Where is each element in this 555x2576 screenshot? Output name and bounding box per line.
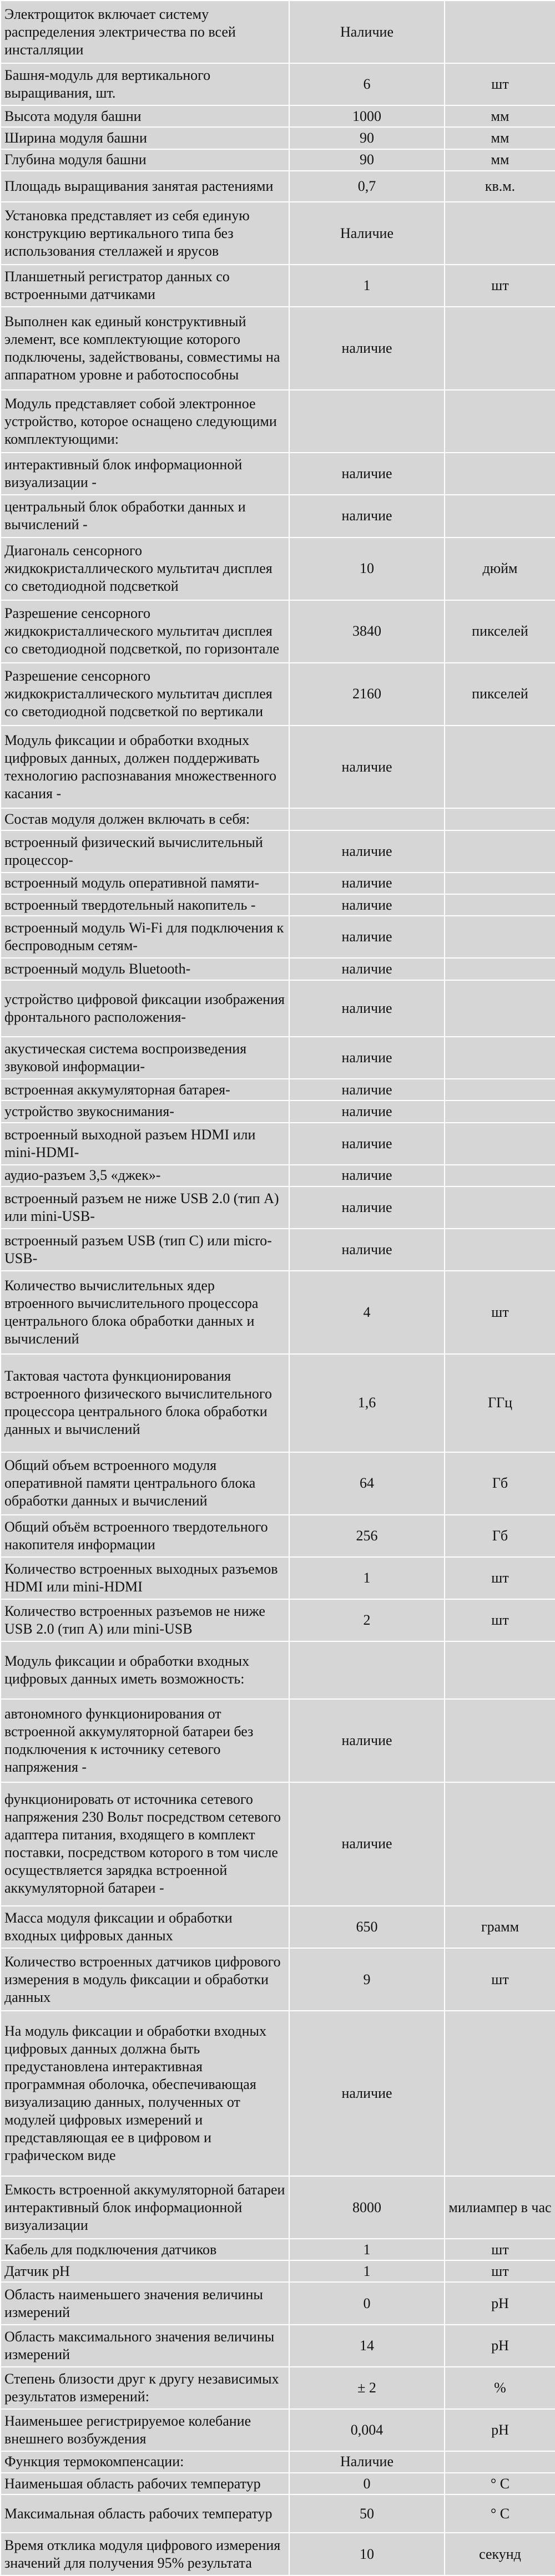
spec-table-body [1, 1, 555, 2575]
parameter-name-cell: Общий объём встроенного твердотельного накопителя информации [1, 1515, 289, 1557]
table-row [1, 2533, 555, 2575]
parameter-unit-cell: ° С [445, 2473, 555, 2494]
parameter-unit-cell [445, 830, 555, 873]
table-row [1, 916, 555, 958]
table-row [1, 2451, 555, 2473]
table-row [1, 1101, 555, 1122]
parameter-value-cell: 0,7 [289, 171, 445, 202]
parameter-value-cell: наличие [289, 980, 445, 1037]
parameter-name-cell: встроенный модуль Wi-Fi для подключения к беспроводным сетям- [1, 916, 289, 958]
table-row [1, 1, 555, 63]
parameter-value-cell: 3840 [289, 600, 445, 663]
parameter-unit-cell: ° С [445, 2494, 555, 2533]
parameter-name-cell: Глубина модуля башни [1, 149, 289, 171]
parameter-unit-cell: шт [445, 1599, 555, 1641]
parameter-name-cell: Количество встроенных разъемов не ниже USB 2.0 (тип A) или mini-USB [1, 1599, 289, 1641]
parameter-value-cell: 8000 [289, 2176, 445, 2239]
parameter-name-cell: Количество вычислительных ядер втроенного вычислительного процессора центрального блока обработки данных и вычислений [1, 1271, 289, 1354]
parameter-value-cell: 64 [289, 1452, 445, 1515]
parameter-value-cell [289, 808, 445, 830]
parameter-unit-cell [445, 1186, 555, 1229]
parameter-unit-cell [445, 808, 555, 830]
parameter-name-cell: встроенная аккумуляторная батарея- [1, 1079, 289, 1101]
parameter-name-cell: Время отклика модуля цифрового измерения значений для получения 95% результата [1, 2533, 289, 2575]
parameter-unit-cell: шт [445, 2239, 555, 2260]
parameter-name-cell: Общий объем встроенного модуля оперативной памяти центрального блока обработки данных и вычислений [1, 1452, 289, 1515]
parameter-unit-cell [445, 1699, 555, 1782]
parameter-name-cell: Кабель для подключения датчиков [1, 2239, 289, 2260]
table-row [1, 1699, 555, 1782]
parameter-name-cell: встроенный модуль оперативной памяти- [1, 873, 289, 894]
parameter-name-cell: Ширина модуля башни [1, 127, 289, 149]
parameter-value-cell: наличие [289, 1165, 445, 1186]
parameter-name-cell: Модуль фиксации и обработки входных цифровых данных, должен поддерживать технологию распознавания множественного касания - [1, 726, 289, 809]
parameter-value-cell: 0 [289, 2473, 445, 2494]
parameter-name-cell: Область максимального значения величины измерений [1, 2325, 289, 2367]
parameter-value-cell: 1 [289, 265, 445, 307]
parameter-unit-cell [445, 1079, 555, 1101]
table-row [1, 202, 555, 265]
table-row [1, 1782, 555, 1906]
parameter-value-cell: наличие [289, 1229, 445, 1271]
parameter-unit-cell [445, 307, 555, 390]
table-row [1, 663, 555, 726]
table-row [1, 2325, 555, 2367]
table-row [1, 1186, 555, 1229]
table-row [1, 63, 555, 105]
table-row [1, 105, 555, 127]
parameter-unit-cell: шт [445, 1948, 555, 2011]
parameter-unit-cell [445, 1037, 555, 1079]
parameter-unit-cell [445, 958, 555, 980]
parameter-unit-cell: pH [445, 2282, 555, 2324]
parameter-value-cell: наличие [289, 1186, 445, 1229]
table-row [1, 149, 555, 171]
parameter-value-cell: наличие [289, 1699, 445, 1782]
parameter-unit-cell: pH [445, 2325, 555, 2367]
parameter-name-cell: Тактовая частота функционирования встроенного физического вычислительного процессора центрального блока обработки данных и вычислений [1, 1354, 289, 1452]
parameter-name-cell: акустическая система воспроизведения звуковой информации- [1, 1037, 289, 1079]
parameter-name-cell: Емкость встроенной аккумуляторной батареи интерактивный блок информационной визуализации [1, 2176, 289, 2239]
parameter-unit-cell: % [445, 2367, 555, 2409]
parameter-unit-cell [445, 1101, 555, 1122]
parameter-name-cell: встроенный модуль Bluetooth- [1, 958, 289, 980]
parameter-value-cell: 90 [289, 149, 445, 171]
parameter-unit-cell [445, 1782, 555, 1906]
table-row [1, 265, 555, 307]
parameter-value-cell: 14 [289, 2325, 445, 2367]
parameter-name-cell: Разрешение сенсорного жидкокристаллического мультитач дисплея со светодиодной подсветкой по вертикали [1, 663, 289, 726]
table-row [1, 1906, 555, 1948]
table-row [1, 2282, 555, 2324]
parameter-value-cell: 90 [289, 127, 445, 149]
parameter-unit-cell: Гб [445, 1452, 555, 1515]
parameter-unit-cell: шт [445, 265, 555, 307]
parameter-unit-cell: мм [445, 105, 555, 127]
parameter-unit-cell: шт [445, 1557, 555, 1599]
parameter-value-cell: наличие [289, 307, 445, 390]
parameter-unit-cell: пикселей [445, 600, 555, 663]
parameter-value-cell: 10 [289, 537, 445, 600]
table-row [1, 1123, 555, 1165]
table-row [1, 2011, 555, 2176]
parameter-value-cell: наличие [289, 830, 445, 873]
parameter-value-cell: Наличие [289, 202, 445, 265]
parameter-unit-cell [445, 726, 555, 809]
parameter-value-cell: наличие [289, 2011, 445, 2176]
parameter-unit-cell [445, 916, 555, 958]
parameter-unit-cell: Гб [445, 1515, 555, 1557]
parameter-name-cell: интерактивный блок информационной визуализации - [1, 453, 289, 495]
table-row [1, 2494, 555, 2533]
parameter-unit-cell [445, 2451, 555, 2473]
parameter-value-cell: 10 [289, 2533, 445, 2575]
parameter-name-cell: встроенный выходной разъем HDMI или mini-HDMI- [1, 1123, 289, 1165]
parameter-value-cell: наличие [289, 495, 445, 537]
table-row [1, 390, 555, 453]
parameter-name-cell: Высота модуля башни [1, 105, 289, 127]
parameter-unit-cell: шт [445, 1271, 555, 1354]
parameter-value-cell: наличие [289, 1782, 445, 1906]
parameter-name-cell: встроенный твердотельный накопитель - [1, 894, 289, 916]
parameter-value-cell: 50 [289, 2494, 445, 2533]
parameter-value-cell: 2 [289, 1599, 445, 1641]
parameter-unit-cell: дюйм [445, 537, 555, 600]
table-row [1, 1452, 555, 1515]
parameter-value-cell: наличие [289, 726, 445, 809]
parameter-name-cell: встроенный разъем USB (тип C) или micro-USB- [1, 1229, 289, 1271]
parameter-name-cell: Башня-модуль для вертикального выращивания, шт. [1, 63, 289, 105]
table-row [1, 1641, 555, 1699]
parameter-name-cell: Площадь выращивания занятая растениями [1, 171, 289, 202]
parameter-unit-cell [445, 2011, 555, 2176]
parameter-value-cell: наличие [289, 1123, 445, 1165]
parameter-value-cell: 9 [289, 1948, 445, 2011]
parameter-unit-cell [445, 1123, 555, 1165]
parameter-value-cell: наличие [289, 1079, 445, 1101]
parameter-name-cell: Наименьшая область рабочих температур [1, 2473, 289, 2494]
parameter-unit-cell [445, 495, 555, 537]
table-row [1, 1229, 555, 1271]
parameter-value-cell [289, 1641, 445, 1699]
table-row [1, 958, 555, 980]
parameter-value-cell: Наличие [289, 1, 445, 63]
parameter-value-cell: наличие [289, 958, 445, 980]
table-row [1, 2367, 555, 2409]
table-row [1, 171, 555, 202]
parameter-unit-cell: кв.м. [445, 171, 555, 202]
table-row [1, 830, 555, 873]
parameter-name-cell: Количество встроенных датчиков цифрового измерения в модуль фиксации и обработки данных [1, 1948, 289, 2011]
parameter-unit-cell [445, 980, 555, 1037]
parameter-name-cell: автономного функционирования от встроенной аккумуляторной батареи без подключения к источнику сетевого напряжения - [1, 1699, 289, 1782]
parameter-value-cell: Наличие [289, 2451, 445, 2473]
parameter-name-cell: Установка представляет из себя единую конструкцию вертикального типа без использования стеллажей и ярусов [1, 202, 289, 265]
parameter-unit-cell: пикселей [445, 663, 555, 726]
parameter-unit-cell: мм [445, 149, 555, 171]
parameter-value-cell: наличие [289, 453, 445, 495]
table-row [1, 1165, 555, 1186]
table-row [1, 1557, 555, 1599]
parameter-unit-cell: pH [445, 2409, 555, 2451]
table-row [1, 2409, 555, 2451]
parameter-name-cell: Степень близости друг к другу независимых результатов измерений: [1, 2367, 289, 2409]
parameter-value-cell: 0,004 [289, 2409, 445, 2451]
parameter-name-cell: Планшетный регистратор данных со встроенными датчиками [1, 265, 289, 307]
table-row [1, 307, 555, 390]
parameter-value-cell: 1 [289, 2239, 445, 2260]
parameter-name-cell: Область наименьшего значения величины измерений [1, 2282, 289, 2324]
parameter-unit-cell: мм [445, 127, 555, 149]
parameter-value-cell: 4 [289, 1271, 445, 1354]
parameter-unit-cell: секунд [445, 2533, 555, 2575]
table-row [1, 2176, 555, 2239]
parameter-name-cell: аудио-разъем 3,5 «джек»- [1, 1165, 289, 1186]
table-row [1, 808, 555, 830]
parameter-value-cell: 256 [289, 1515, 445, 1557]
parameter-unit-cell: ГГц [445, 1354, 555, 1452]
parameter-unit-cell: шт [445, 63, 555, 105]
parameter-value-cell: 650 [289, 1906, 445, 1948]
parameter-name-cell: Датчик pH [1, 2260, 289, 2282]
parameter-value-cell: 0 [289, 2282, 445, 2324]
table-row [1, 1599, 555, 1641]
parameter-value-cell: наличие [289, 916, 445, 958]
table-row [1, 1079, 555, 1101]
parameter-name-cell: Функция термокомпенсации: [1, 2451, 289, 2473]
parameter-name-cell: устройство звукоснимания- [1, 1101, 289, 1122]
parameter-name-cell: На модуль фиксации и обработки входных цифровых данных должна быть предустановлена интерактивная программная оболочка, обеспечивающая визуализацию данных, полученных от модулей цифровых измерений и представляющая ее в цифровом и графическом виде [1, 2011, 289, 2176]
parameter-value-cell: 6 [289, 63, 445, 105]
parameter-name-cell: Выполнен как единый конструктивный элемент, все комплектующие которого подключены, задействованы, совместимы на аппаратном уровне и работоспособны [1, 307, 289, 390]
parameter-name-cell: Наименьшее регистрируемое колебание внешнего возбуждения [1, 2409, 289, 2451]
parameter-unit-cell [445, 1229, 555, 1271]
parameter-unit-cell [445, 1641, 555, 1699]
parameter-unit-cell [445, 873, 555, 894]
parameter-name-cell: Модуль представляет собой электронное устройство, которое оснащено следующими комплектующими: [1, 390, 289, 453]
table-row [1, 600, 555, 663]
table-row [1, 1515, 555, 1557]
parameter-name-cell: функционировать от источника сетевого напряжения 230 Вольт посредством сетевого адаптера питания, входящего в комплект поставки, посредством которого в том числе осуществляется зарядка встроенной аккумуляторной батареи - [1, 1782, 289, 1906]
parameter-name-cell: Максимальная область рабочих температур [1, 2494, 289, 2533]
table-row [1, 1354, 555, 1452]
parameter-unit-cell [445, 453, 555, 495]
parameter-name-cell: устройство цифровой фиксации изображения фронтального расположения- [1, 980, 289, 1037]
parameter-value-cell: 1,6 [289, 1354, 445, 1452]
parameter-name-cell: Разрешение сенсорного жидкокристаллического мультитач дисплея со светодиодной подсветкой, по горизонтале [1, 600, 289, 663]
parameter-unit-cell [445, 202, 555, 265]
parameter-unit-cell: шт [445, 2260, 555, 2282]
parameter-value-cell: 2160 [289, 663, 445, 726]
parameter-name-cell: Диагональ сенсорного жидкокристаллического мультитач дисплея со светодиодной подсветкой [1, 537, 289, 600]
table-row [1, 495, 555, 537]
parameter-name-cell: центральный блок обработки данных и вычислений - [1, 495, 289, 537]
parameter-unit-cell [445, 1, 555, 63]
parameter-unit-cell: милиампер в час [445, 2176, 555, 2239]
parameter-value-cell: наличие [289, 873, 445, 894]
parameter-name-cell: встроенный разъем не ниже USB 2.0 (тип A) или mini-USB- [1, 1186, 289, 1229]
table-row [1, 726, 555, 809]
table-row [1, 1271, 555, 1354]
parameter-unit-cell [445, 390, 555, 453]
parameter-value-cell: ± 2 [289, 2367, 445, 2409]
table-row [1, 453, 555, 495]
table-row [1, 873, 555, 894]
table-row [1, 127, 555, 149]
table-row [1, 2473, 555, 2494]
table-row [1, 894, 555, 916]
table-row [1, 2239, 555, 2260]
parameter-name-cell: Масса модуля фиксации и обработки входных цифровых данных [1, 1906, 289, 1948]
parameter-unit-cell [445, 1165, 555, 1186]
parameter-value-cell: наличие [289, 1037, 445, 1079]
table-row [1, 980, 555, 1037]
parameter-name-cell: Количество встроенных выходных разъемов HDMI или mini-HDMI [1, 1557, 289, 1599]
parameter-name-cell: Состав модуля должен включать в себя: [1, 808, 289, 830]
parameter-value-cell [289, 390, 445, 453]
parameter-name-cell: Модуль фиксации и обработки входных цифровых данных иметь возможность: [1, 1641, 289, 1699]
table-row [1, 537, 555, 600]
parameter-unit-cell [445, 894, 555, 916]
parameter-unit-cell: грамм [445, 1906, 555, 1948]
parameter-value-cell: 1 [289, 2260, 445, 2282]
parameter-value-cell: наличие [289, 894, 445, 916]
table-row [1, 2260, 555, 2282]
parameter-name-cell: Электрощиток включает систему распределения электричества по всей инсталляции [1, 1, 289, 63]
parameter-value-cell: 1000 [289, 105, 445, 127]
parameter-value-cell: наличие [289, 1101, 445, 1122]
parameter-name-cell: встроенный физический вычислительный процессор- [1, 830, 289, 873]
table-row [1, 1037, 555, 1079]
parameter-value-cell: 1 [289, 1557, 445, 1599]
table-row [1, 1948, 555, 2011]
